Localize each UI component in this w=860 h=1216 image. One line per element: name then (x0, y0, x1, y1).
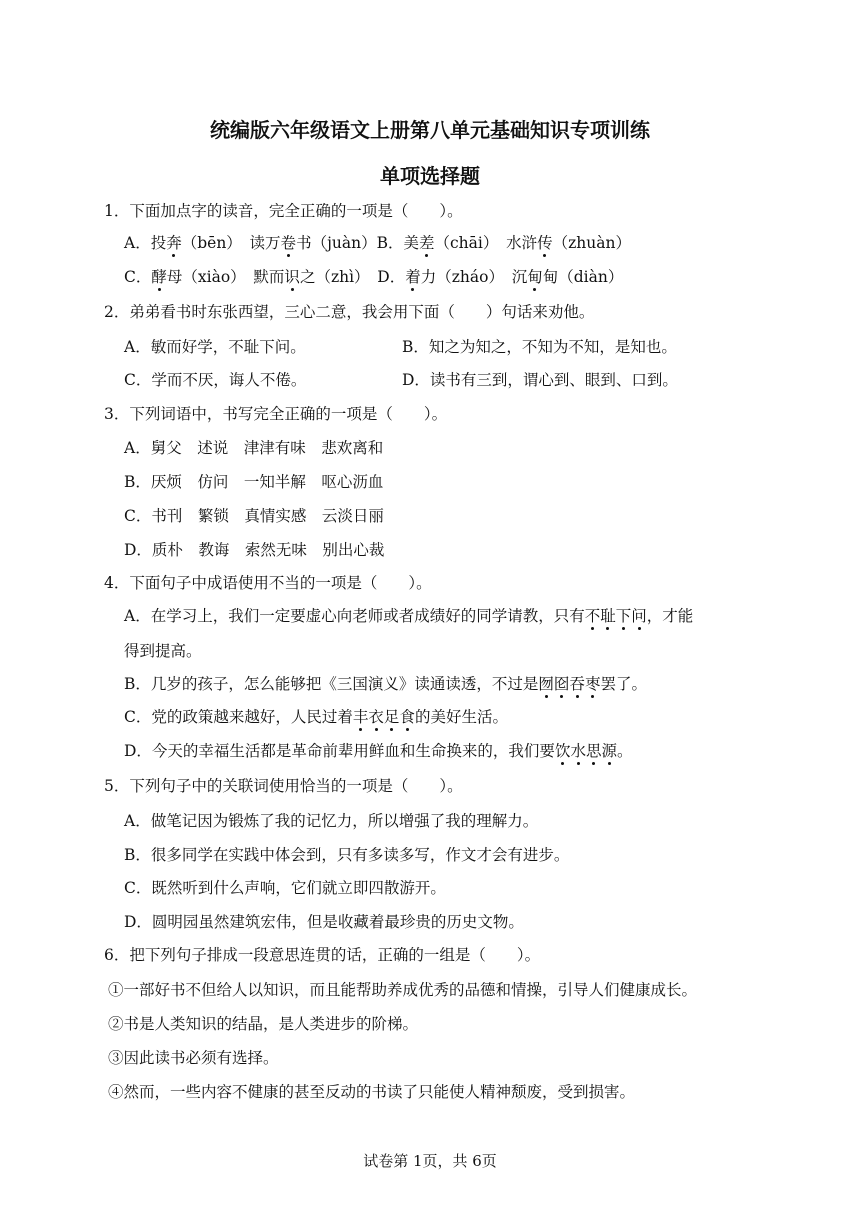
question-5-stem: 5．下列句子中的关联词使用恰当的一项是（ ）。 (104, 777, 463, 795)
question-5-option-d: D．圆明园虽然建筑宏伟，但是收藏着最珍贵的历史文物。 (124, 913, 524, 931)
question-3-option-d: D．质朴 教诲 索然无味 别出心裁 (124, 541, 385, 559)
question-2-option-b: B．知之为知之，不知为不知，是知也。 (402, 338, 677, 356)
question-2-stem: 2．弟弟看书时东张西望，三心二意，我会用下面（ ）句话来劝他。 (104, 303, 595, 321)
question-6-item-2: ②书是人类知识的结晶，是人类进步的阶梯。 (108, 1015, 419, 1033)
dotted-idiom: 囫囵吞枣 (538, 675, 601, 693)
question-5-option-b: B．很多同学在实践中体会到，只有多读多写，作文才会有进步。 (124, 846, 570, 864)
question-5-option-a: A．做笔记因为锻炼了我的记忆力，所以增强了我的理解力。 (124, 812, 539, 830)
question-1-options-row-1: A．投奔（bēn） 读万卷书（juàn）B．美差（chāi） 水浒传（zhuàn） (124, 234, 631, 252)
question-6-stem: 6．把下列句子排成一段意思连贯的话，正确的一组是（ ）。 (104, 946, 541, 964)
question-1-stem: 1．下面加点字的读音，完全正确的一项是（ ）。 (104, 202, 463, 220)
question-3-option-c: C．书刊 繁锁 真情实感 云淡日丽 (124, 507, 384, 525)
question-4-option-a-cont: 得到提高。 (124, 642, 202, 660)
question-6-item-4: ④然而，一些内容不健康的甚至反动的书读了只能使人精神颓废，受到损害。 (108, 1083, 636, 1101)
question-2-option-c: C．学而不厌，诲人不倦。 (124, 371, 307, 389)
question-5-option-c: C．既然听到什么声响，它们就立即四散游开。 (124, 879, 446, 897)
question-3-stem: 3．下列词语中，书写完全正确的一项是（ ）。 (104, 405, 448, 423)
dotted-idiom: 丰衣足食 (352, 708, 415, 726)
question-4-stem: 4．下面句子中成语使用不当的一项是（ ）。 (104, 574, 432, 592)
page-footer: 试卷第 1页，共 6页 (363, 1152, 497, 1170)
question-2-option-d: D．读书有三到，谓心到、眼到、口到。 (402, 371, 678, 389)
question-4-option-d: D．今天的幸福生活都是革命前辈用鲜血和生命换来的，我们要饮水思源。 (124, 742, 633, 760)
dotted-idiom: 饮水思源 (554, 742, 617, 760)
section-title: 单项选择题 (380, 164, 480, 188)
question-6-item-3: ③因此读书必须有选择。 (108, 1049, 279, 1067)
question-4-option-a: A．在学习上，我们一定要虚心向老师或者成绩好的同学请教，只有不耻下问，才能 (124, 607, 694, 625)
question-3-option-a: A．舅父 述说 津津有味 悲欢离和 (124, 439, 384, 457)
dotted-idiom: 不耻下问 (584, 607, 647, 625)
question-4-option-b: B．几岁的孩子，怎么能够把《三国演义》读通读透，不过是囫囵吞枣罢了。 (124, 675, 647, 693)
question-2-option-a: A．敏而好学，不耻下问。 (124, 338, 306, 356)
question-1-options-row-2: C．酵母（xiào） 默而识之（zhì） D．着力（zháo） 沉甸甸（diàn） (124, 268, 624, 286)
question-3-option-b: B．厌烦 仿问 一知半解 呕心沥血 (124, 473, 384, 491)
question-4-option-c: C．党的政策越来越好，人民过着丰衣足食的美好生活。 (124, 708, 508, 726)
page-title: 统编版六年级语文上册第八单元基础知识专项训练 (210, 118, 650, 142)
question-6-item-1: ①一部好书不但给人以知识，而且能帮助养成优秀的品德和情操，引导人们健康成长。 (108, 981, 698, 999)
